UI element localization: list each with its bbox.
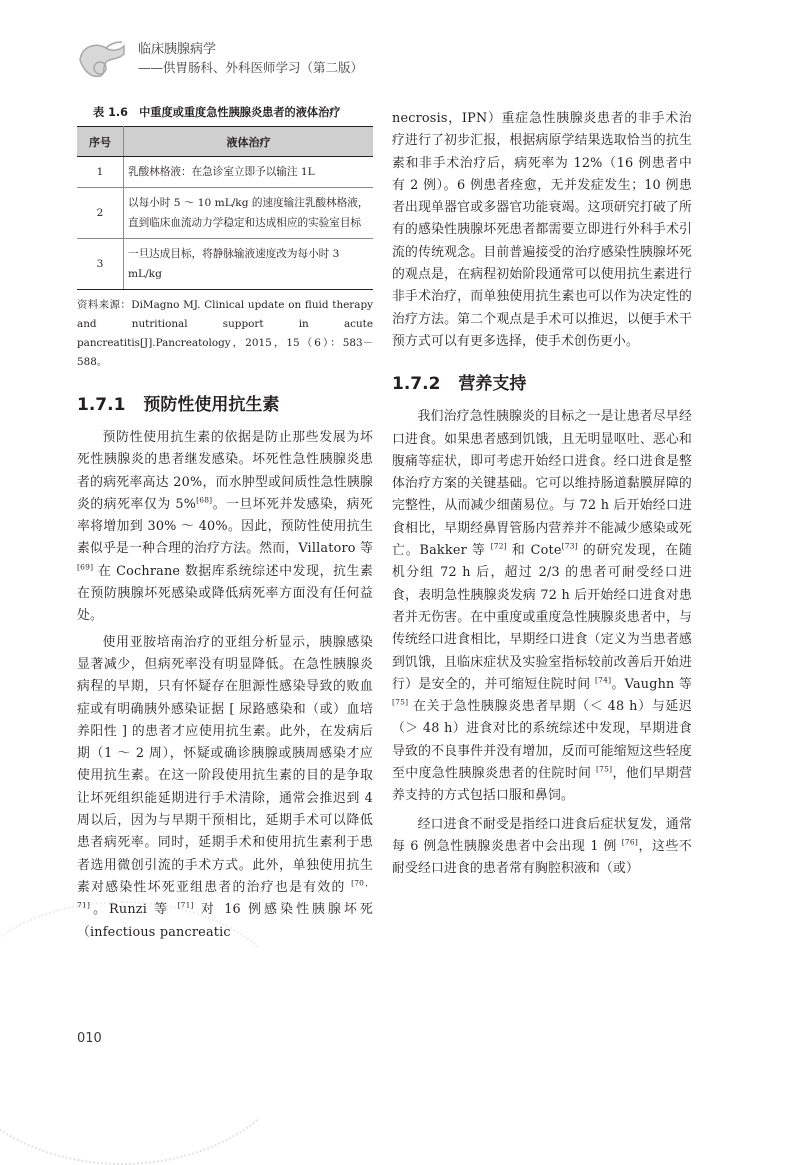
section-heading-nutrition (392, 369, 692, 394)
citation: [76] (621, 837, 638, 847)
paragraph (392, 406, 692, 807)
table-header-row (77, 127, 373, 157)
book-title: 临床胰腺病学 (138, 42, 217, 57)
table-row (77, 157, 373, 188)
text-run: 在关于急性胰腺炎患者早期（＜ 48 h）与延迟（＞ 48 h）进食对比的系统综述中发现，早期进食导致的不良事件并没有增加，反而可能缩短这些轻度至中度急性胰腺炎患者的住院时间 (392, 699, 692, 782)
citation: [70，71] (77, 878, 373, 910)
text-run: 。Vaughn 等 (611, 676, 692, 692)
citation: [72] (490, 541, 507, 551)
row-number: 3 (77, 239, 124, 290)
text-run: 和 Cote (506, 543, 562, 559)
text-run: 在 Cochrane 数据库系统综述中发现，抗生素在预防胰腺坏死感染或降低病死率方面没有任何益处。 (77, 563, 373, 624)
text-run: 预防性使用抗生素的依据是防止那些发展为坏死性胰腺炎的患者继发感染。坏死性急性胰腺炎患者的病死率高达 20%，而水肿型或间质性急性胰腺炎的病死率仅为 5% (77, 430, 373, 512)
text-run: 对 16 例感染性胰腺坏死（infectious pancreatic (77, 902, 374, 940)
text-run: 经口进食不耐受是指经口进食后症状复发，通常每 6 例急性胰腺炎患者中会出现 1 例 (392, 816, 692, 854)
citation: [75] (596, 764, 613, 774)
book-logo-icon (76, 38, 128, 78)
page-number: 010 (77, 1031, 102, 1046)
left-column (77, 104, 373, 944)
paragraph (392, 814, 692, 881)
table-caption: 表 1.6 中重度或重度急性胰腺炎患者的液体治疗 (93, 106, 341, 119)
section-title: 营养支持 (458, 374, 527, 395)
text-run: 的研究发现，在随机分组 72 h 后，超过 2/3 的患者可耐受经口进食，表明急性胰腺炎发病 72 h 后开始经口进食对患者并无伤害。在中重度或重度急性胰腺炎患者中，与传统经口进食相比，早期经口进食（定义为当患者感到饥饿，且临床症状及实验室指标较前改善后开始进行）是安全的，并可缩短住院时间 (392, 543, 692, 692)
citation: [71] (177, 900, 194, 910)
row-text: 以每小时 5 ～ 10 mL/kg 的速度输注乳酸林格液，直到临床血流动力学稳定和达成相应的实验室目标 (124, 188, 374, 239)
citation: [68] (196, 495, 213, 505)
section-number: 1.7.2 (392, 374, 441, 395)
right-column (392, 108, 692, 881)
citation: [74] (595, 675, 612, 685)
header-fluid-therapy: 液体治疗 (124, 127, 374, 157)
citation: [73] (561, 541, 578, 551)
paragraph (77, 427, 373, 628)
text-run: 。Runzi 等 (90, 902, 178, 918)
citation: [69] (77, 562, 94, 572)
fluid-therapy-table (77, 126, 373, 290)
citation: [75] (392, 697, 409, 707)
text-run: 。一旦坏死并发感染，病死率将增加到 30% ～ 40%。因此，预防性使用抗生素似乎是一种合理的治疗方法。然而，Villatoro 等 (77, 496, 374, 557)
row-number: 1 (77, 157, 124, 188)
section-title: 预防性使用抗生素 (143, 395, 280, 415)
text-run: 我们治疗急性胰腺炎的目标之一是让患者尽早经口进食。如果患者感到饥饿，且无明显呕吐、恶心和腹痛等症状，即可考虑开始经口进食。经口进食是整体治疗方案的关键基础。它可以维持肠道黏膜屏障的完整性，从而减少细菌易位。与 72 h 后开始经口进食相比，早期经鼻胃管肠内营养并不能减少感染或死亡。Bakker 等 (392, 409, 692, 559)
paragraph: necrosis，IPN）重症急性胰腺炎患者的非手术治疗进行了初步汇报，根据病原学结果选取恰当的抗生素和非手术治疗后，病死率为 12%（16 例患者中有 2 例）。6 例患者痊愈，无并发症发生；10 例患者出现单器官或多器官功能衰竭。这项研究打破了所有的感染性胰腺坏死患者都需要立即进行外科手术引流的传统观念。目前普遍接受的治疗感染性胰腺坏死的观点是，在病程初始阶段通常可以使用抗生素进行非手术治疗，而单独使用抗生素也可以作为决定性的治疗方法。第二个观点是手术可以推迟，以便手术干预方式可以有更多选择，使手术创伤更小。 (392, 111, 692, 349)
text-run: ，他们早期营养支持的方式包括口服和鼻饲。 (392, 766, 692, 804)
row-text: 一旦达成目标，将静脉输液速度改为每小时 3 mL/kg (124, 239, 374, 290)
table-source: 资料来源：DiMagno MJ. Clinical update on fluid therapy and nutritional support in acute pancreatitis[J].Pancreatology，2015，15（6）：583－588。 (77, 299, 373, 368)
section-number: 1.7.1 (77, 395, 126, 415)
text-run: 使用亚胺培南治疗的亚组分析显示，胰腺感染显著减少，但病死率没有明显降低。在急性胰腺炎病程的早期，只有怀疑存在胆源性感染导致的败血症或有明确胰外感染证据 [ 尿路感染和（或）血培养阳性 ] 的患者才应使用抗生素。此外，在发病后期（1 ～ 2 周），怀疑或确诊胰腺或胰周感染才应使用抗生素。在这一阶段使用抗生素的目的是争取让坏死组织能延期进行手术清除，通常会推迟到 4 周以后，因为与早期干预相比，延期手术可以降低患者病死率。同时，延期手术和使用抗生素利于患者选用微创引流的手术方式。此外，单独使用抗生素对感染性坏死亚组患者的治疗也是有效的 (77, 634, 373, 895)
text-run: ，这些不耐受经口进食的患者常有胸腔积液和（或） (392, 838, 692, 877)
table-row (77, 188, 373, 239)
table-row (77, 239, 373, 290)
section-heading-antibiotics (77, 390, 373, 415)
paragraph (77, 632, 373, 944)
book-subtitle: ——供胃肠科、外科医师学习（第二版） (138, 60, 364, 75)
row-number: 2 (77, 188, 124, 239)
row-text: 乳酸林格液：在急诊室立即予以输注 1L (124, 157, 374, 188)
header-number: 序号 (77, 127, 124, 157)
